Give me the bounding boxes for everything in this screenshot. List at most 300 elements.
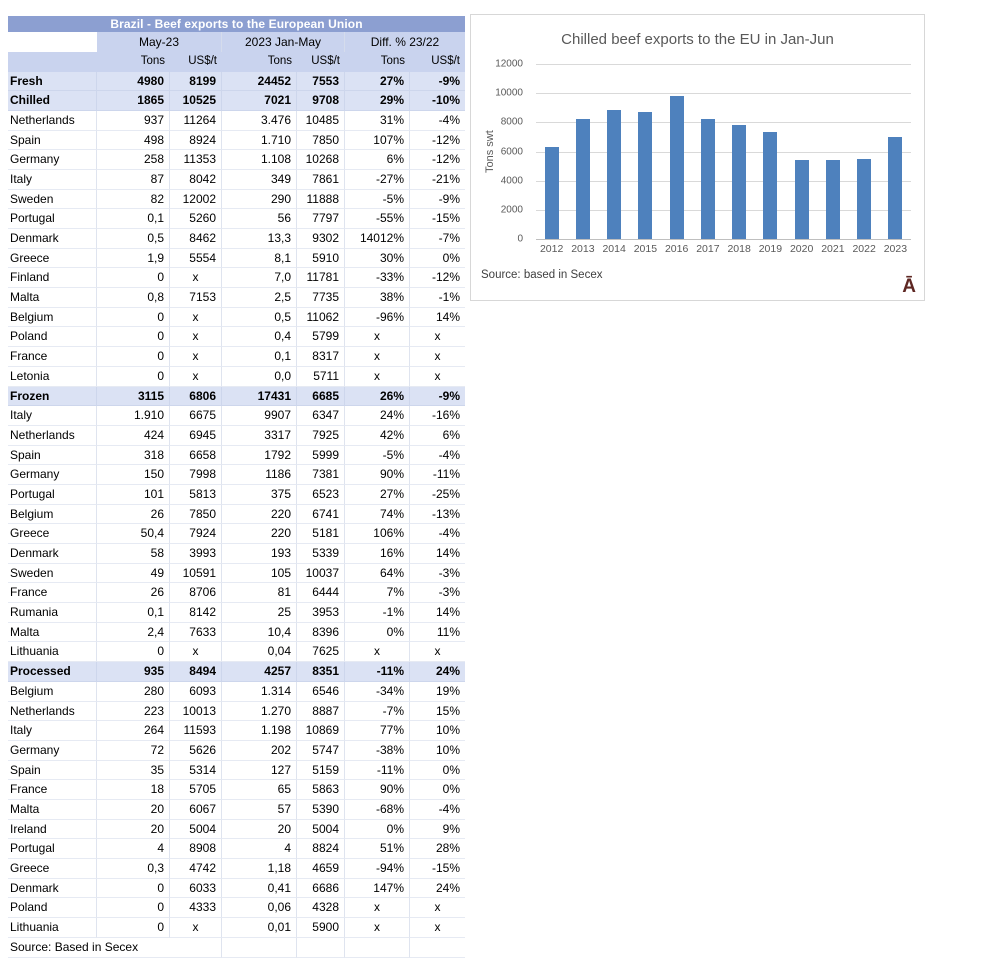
- row-label[interactable]: Netherlands: [8, 702, 97, 722]
- cell-value[interactable]: 220: [222, 505, 297, 525]
- cell-value[interactable]: -21%: [410, 170, 465, 190]
- cell-value[interactable]: -7%: [410, 229, 465, 249]
- cell-value[interactable]: x: [170, 367, 222, 387]
- subheader-tons-1[interactable]: Tons: [140, 55, 165, 67]
- cell-value[interactable]: 0,8: [97, 288, 170, 308]
- cell-value[interactable]: 19%: [410, 682, 465, 702]
- row-label[interactable]: Portugal: [8, 209, 97, 229]
- cell-value[interactable]: 6658: [170, 446, 222, 466]
- cell-value[interactable]: 26%: [345, 387, 410, 407]
- row-label[interactable]: Lithuania: [8, 918, 97, 938]
- row-label[interactable]: France: [8, 780, 97, 800]
- cell-value[interactable]: 1,18: [222, 859, 297, 879]
- cell-value[interactable]: 0%: [345, 820, 410, 840]
- cell-value[interactable]: x: [170, 268, 222, 288]
- cell-value[interactable]: 1.910: [97, 406, 170, 426]
- cell-value[interactable]: 223: [97, 702, 170, 722]
- cell-value[interactable]: 5813: [170, 485, 222, 505]
- cell-value[interactable]: 51%: [345, 839, 410, 859]
- row-label[interactable]: Spain: [8, 761, 97, 781]
- col-group-2023-jan-may[interactable]: 2023 Jan-May: [222, 32, 345, 52]
- cell-value[interactable]: -4%: [410, 446, 465, 466]
- cell-value[interactable]: 8,1: [222, 249, 297, 269]
- cell-value[interactable]: 7924: [170, 524, 222, 544]
- row-label[interactable]: Processed: [8, 662, 97, 682]
- cell-value[interactable]: 6%: [410, 426, 465, 446]
- cell-value[interactable]: 5999: [297, 446, 345, 466]
- cell-value[interactable]: 7735: [297, 288, 345, 308]
- cell-value[interactable]: 937: [97, 111, 170, 131]
- row-label[interactable]: Denmark: [8, 229, 97, 249]
- cell-value[interactable]: 5314: [170, 761, 222, 781]
- row-label[interactable]: Greece: [8, 524, 97, 544]
- cell-value[interactable]: x: [345, 367, 410, 387]
- cell-value[interactable]: 90%: [345, 780, 410, 800]
- cell-value[interactable]: 65: [222, 780, 297, 800]
- row-label[interactable]: Letonia: [8, 367, 97, 387]
- cell-value[interactable]: 0: [97, 327, 170, 347]
- cell-value[interactable]: 5339: [297, 544, 345, 564]
- cell-value[interactable]: 10037: [297, 564, 345, 584]
- cell-value[interactable]: 280: [97, 682, 170, 702]
- cell-value[interactable]: 3.476: [222, 111, 297, 131]
- cell-value[interactable]: 6675: [170, 406, 222, 426]
- cell-value[interactable]: 7797: [297, 209, 345, 229]
- cell-value[interactable]: 0,3: [97, 859, 170, 879]
- row-label[interactable]: Belgium: [8, 308, 97, 328]
- cell-value[interactable]: 7861: [297, 170, 345, 190]
- subheader-usdt-2[interactable]: US$/t: [311, 55, 340, 67]
- cell-value[interactable]: 8142: [170, 603, 222, 623]
- cell-value[interactable]: 1.270: [222, 702, 297, 722]
- cell-value[interactable]: 11264: [170, 111, 222, 131]
- cell-value[interactable]: x: [170, 347, 222, 367]
- cell-value[interactable]: 424: [97, 426, 170, 446]
- cell-value[interactable]: -1%: [410, 288, 465, 308]
- cell-value[interactable]: -12%: [410, 268, 465, 288]
- cell-value[interactable]: -16%: [410, 406, 465, 426]
- cell-value[interactable]: x: [345, 347, 410, 367]
- row-label[interactable]: Malta: [8, 623, 97, 643]
- cell-value[interactable]: 7021: [222, 91, 297, 111]
- row-label[interactable]: Portugal: [8, 485, 97, 505]
- cell-value[interactable]: x: [170, 918, 222, 938]
- cell-value[interactable]: 4: [97, 839, 170, 859]
- cell-value[interactable]: -12%: [410, 150, 465, 170]
- cell-value[interactable]: -7%: [345, 702, 410, 722]
- cell-value[interactable]: 7625: [297, 642, 345, 662]
- cell-value[interactable]: 16%: [345, 544, 410, 564]
- row-label[interactable]: Rumania: [8, 603, 97, 623]
- cell-value[interactable]: 10591: [170, 564, 222, 584]
- cell-value[interactable]: -38%: [345, 741, 410, 761]
- row-label[interactable]: Netherlands: [8, 426, 97, 446]
- cell-value[interactable]: 6945: [170, 426, 222, 446]
- cell-value[interactable]: 147%: [345, 879, 410, 899]
- cell-value[interactable]: 8317: [297, 347, 345, 367]
- cell-value[interactable]: -15%: [410, 859, 465, 879]
- cell-value[interactable]: 20: [97, 800, 170, 820]
- cell-value[interactable]: x: [410, 327, 465, 347]
- cell-value[interactable]: 3115: [97, 387, 170, 407]
- row-label[interactable]: Denmark: [8, 544, 97, 564]
- cell-value[interactable]: 5705: [170, 780, 222, 800]
- row-label[interactable]: Greece: [8, 859, 97, 879]
- cell-value[interactable]: 74%: [345, 505, 410, 525]
- cell-value[interactable]: 24452: [222, 72, 297, 92]
- cell-value[interactable]: 57: [222, 800, 297, 820]
- cell-value[interactable]: 24%: [345, 406, 410, 426]
- cell-value[interactable]: 1,9: [97, 249, 170, 269]
- cell-value[interactable]: 1.198: [222, 721, 297, 741]
- cell-value[interactable]: 20: [222, 820, 297, 840]
- cell-value[interactable]: 7,0: [222, 268, 297, 288]
- cell-value[interactable]: 20: [97, 820, 170, 840]
- cell-value[interactable]: 0%: [410, 761, 465, 781]
- cell-value[interactable]: 1.108: [222, 150, 297, 170]
- cell-value[interactable]: 11062: [297, 308, 345, 328]
- cell-value[interactable]: 6741: [297, 505, 345, 525]
- cell-value[interactable]: 10268: [297, 150, 345, 170]
- cell-value[interactable]: 7%: [345, 583, 410, 603]
- cell-value[interactable]: 58: [97, 544, 170, 564]
- cell-value[interactable]: 6067: [170, 800, 222, 820]
- cell-value[interactable]: 14%: [410, 544, 465, 564]
- cell-value[interactable]: 15%: [410, 702, 465, 722]
- cell-value[interactable]: -5%: [345, 190, 410, 210]
- cell-value[interactable]: 8924: [170, 131, 222, 151]
- cell-value[interactable]: 1792: [222, 446, 297, 466]
- cell-value[interactable]: 0,01: [222, 918, 297, 938]
- cell-value[interactable]: 3993: [170, 544, 222, 564]
- cell-value[interactable]: 5159: [297, 761, 345, 781]
- row-label[interactable]: Germany: [8, 741, 97, 761]
- cell-value[interactable]: 11353: [170, 150, 222, 170]
- row-label[interactable]: Germany: [8, 150, 97, 170]
- cell-value[interactable]: -5%: [345, 446, 410, 466]
- cell-value[interactable]: 14%: [410, 308, 465, 328]
- cell-value[interactable]: 498: [97, 131, 170, 151]
- cell-value[interactable]: 105: [222, 564, 297, 584]
- cell-value[interactable]: 0,1: [97, 209, 170, 229]
- cell-value[interactable]: 4980: [97, 72, 170, 92]
- cell-value[interactable]: 17431: [222, 387, 297, 407]
- cell-value[interactable]: -4%: [410, 800, 465, 820]
- col-group-diff-23-22[interactable]: Diff. % 23/22: [345, 32, 465, 52]
- cell-value[interactable]: 0: [97, 918, 170, 938]
- cell-value[interactable]: 8706: [170, 583, 222, 603]
- cell-value[interactable]: 6685: [297, 387, 345, 407]
- cell-value[interactable]: 0,4: [222, 327, 297, 347]
- cell-value[interactable]: 56: [222, 209, 297, 229]
- row-label[interactable]: Finland: [8, 268, 97, 288]
- cell-value[interactable]: 11%: [410, 623, 465, 643]
- empty-cell[interactable]: [345, 938, 410, 959]
- cell-value[interactable]: 5260: [170, 209, 222, 229]
- cell-value[interactable]: 0: [97, 367, 170, 387]
- cell-value[interactable]: x: [345, 918, 410, 938]
- cell-value[interactable]: 0: [97, 347, 170, 367]
- cell-value[interactable]: 10869: [297, 721, 345, 741]
- row-label[interactable]: Italy: [8, 721, 97, 741]
- cell-value[interactable]: 10,4: [222, 623, 297, 643]
- cell-value[interactable]: 28%: [410, 839, 465, 859]
- cell-value[interactable]: 5799: [297, 327, 345, 347]
- row-label[interactable]: Poland: [8, 898, 97, 918]
- cell-value[interactable]: 2,4: [97, 623, 170, 643]
- cell-value[interactable]: 375: [222, 485, 297, 505]
- cell-value[interactable]: 5626: [170, 741, 222, 761]
- row-label[interactable]: Belgium: [8, 682, 97, 702]
- cell-value[interactable]: 4742: [170, 859, 222, 879]
- cell-value[interactable]: -96%: [345, 308, 410, 328]
- cell-value[interactable]: 10%: [410, 721, 465, 741]
- cell-value[interactable]: 5863: [297, 780, 345, 800]
- cell-value[interactable]: 0,1: [97, 603, 170, 623]
- cell-value[interactable]: -13%: [410, 505, 465, 525]
- cell-value[interactable]: -12%: [410, 131, 465, 151]
- cell-value[interactable]: x: [170, 327, 222, 347]
- cell-value[interactable]: 318: [97, 446, 170, 466]
- row-label[interactable]: Spain: [8, 131, 97, 151]
- cell-value[interactable]: 5181: [297, 524, 345, 544]
- cell-value[interactable]: 349: [222, 170, 297, 190]
- row-label[interactable]: Lithuania: [8, 642, 97, 662]
- cell-value[interactable]: 6523: [297, 485, 345, 505]
- cell-value[interactable]: -11%: [345, 662, 410, 682]
- cell-value[interactable]: 38%: [345, 288, 410, 308]
- cell-value[interactable]: 7850: [297, 131, 345, 151]
- cell-value[interactable]: 10%: [410, 741, 465, 761]
- cell-value[interactable]: -15%: [410, 209, 465, 229]
- cell-value[interactable]: 50,4: [97, 524, 170, 544]
- cell-value[interactable]: 202: [222, 741, 297, 761]
- cell-value[interactable]: 8351: [297, 662, 345, 682]
- cell-value[interactable]: 8887: [297, 702, 345, 722]
- cell-value[interactable]: 27%: [345, 72, 410, 92]
- cell-value[interactable]: 8824: [297, 839, 345, 859]
- row-label[interactable]: Netherlands: [8, 111, 97, 131]
- cell-value[interactable]: 5390: [297, 800, 345, 820]
- cell-value[interactable]: 6546: [297, 682, 345, 702]
- cell-value[interactable]: -27%: [345, 170, 410, 190]
- cell-value[interactable]: 5910: [297, 249, 345, 269]
- cell-value[interactable]: 30%: [345, 249, 410, 269]
- row-label[interactable]: Denmark: [8, 879, 97, 899]
- subheader-tons-3[interactable]: Tons: [380, 55, 405, 67]
- cell-value[interactable]: -9%: [410, 190, 465, 210]
- cell-value[interactable]: 0,41: [222, 879, 297, 899]
- cell-value[interactable]: -11%: [410, 465, 465, 485]
- cell-value[interactable]: 9907: [222, 406, 297, 426]
- cell-value[interactable]: 90%: [345, 465, 410, 485]
- chilled-exports-chart[interactable]: [470, 14, 925, 301]
- cell-value[interactable]: 8494: [170, 662, 222, 682]
- row-label[interactable]: Portugal: [8, 839, 97, 859]
- cell-value[interactable]: 7553: [297, 72, 345, 92]
- cell-value[interactable]: 5004: [297, 820, 345, 840]
- cell-value[interactable]: 0,5: [222, 308, 297, 328]
- cell-value[interactable]: 24%: [410, 662, 465, 682]
- cell-value[interactable]: 1186: [222, 465, 297, 485]
- cell-value[interactable]: 4333: [170, 898, 222, 918]
- row-label[interactable]: Malta: [8, 800, 97, 820]
- cell-value[interactable]: -10%: [410, 91, 465, 111]
- cell-value[interactable]: 6033: [170, 879, 222, 899]
- cell-value[interactable]: 8908: [170, 839, 222, 859]
- empty-cell[interactable]: [222, 938, 297, 959]
- cell-value[interactable]: 13,3: [222, 229, 297, 249]
- row-label[interactable]: Poland: [8, 327, 97, 347]
- cell-value[interactable]: 8199: [170, 72, 222, 92]
- cell-value[interactable]: 27%: [345, 485, 410, 505]
- cell-value[interactable]: -1%: [345, 603, 410, 623]
- cell-value[interactable]: 7153: [170, 288, 222, 308]
- cell-value[interactable]: 101: [97, 485, 170, 505]
- cell-value[interactable]: 5747: [297, 741, 345, 761]
- cell-value[interactable]: 11888: [297, 190, 345, 210]
- cell-value[interactable]: x: [170, 308, 222, 328]
- cell-value[interactable]: 2,5: [222, 288, 297, 308]
- cell-value[interactable]: 87: [97, 170, 170, 190]
- row-label[interactable]: Belgium: [8, 505, 97, 525]
- cell-value[interactable]: 106%: [345, 524, 410, 544]
- cell-value[interactable]: 8462: [170, 229, 222, 249]
- cell-value[interactable]: -3%: [410, 564, 465, 584]
- subheader-tons-2[interactable]: Tons: [267, 55, 292, 67]
- row-label[interactable]: Germany: [8, 465, 97, 485]
- cell-value[interactable]: x: [345, 898, 410, 918]
- cell-value[interactable]: 220: [222, 524, 297, 544]
- cell-value[interactable]: 6%: [345, 150, 410, 170]
- subheader-usdt-3[interactable]: US$/t: [431, 55, 460, 67]
- cell-value[interactable]: x: [345, 642, 410, 662]
- cell-value[interactable]: 11593: [170, 721, 222, 741]
- cell-value[interactable]: 7925: [297, 426, 345, 446]
- cell-value[interactable]: 3953: [297, 603, 345, 623]
- empty-cell[interactable]: [410, 938, 465, 959]
- cell-value[interactable]: 0%: [345, 623, 410, 643]
- cell-value[interactable]: x: [345, 327, 410, 347]
- row-label[interactable]: Spain: [8, 446, 97, 466]
- cell-value[interactable]: 5900: [297, 918, 345, 938]
- cell-value[interactable]: 107%: [345, 131, 410, 151]
- cell-value[interactable]: -3%: [410, 583, 465, 603]
- cell-value[interactable]: x: [410, 918, 465, 938]
- cell-value[interactable]: 9708: [297, 91, 345, 111]
- cell-value[interactable]: 24%: [410, 879, 465, 899]
- row-label[interactable]: Ireland: [8, 820, 97, 840]
- cell-value[interactable]: -33%: [345, 268, 410, 288]
- cell-value[interactable]: 0: [97, 642, 170, 662]
- cell-value[interactable]: 10485: [297, 111, 345, 131]
- cell-value[interactable]: -11%: [345, 761, 410, 781]
- cell-value[interactable]: 0: [97, 898, 170, 918]
- row-label[interactable]: Greece: [8, 249, 97, 269]
- cell-value[interactable]: 7850: [170, 505, 222, 525]
- cell-value[interactable]: 3317: [222, 426, 297, 446]
- cell-value[interactable]: 5004: [170, 820, 222, 840]
- cell-value[interactable]: 0: [97, 268, 170, 288]
- cell-value[interactable]: 150: [97, 465, 170, 485]
- row-label[interactable]: Malta: [8, 288, 97, 308]
- cell-value[interactable]: 9%: [410, 820, 465, 840]
- cell-value[interactable]: 26: [97, 583, 170, 603]
- empty-cell[interactable]: [297, 938, 345, 959]
- cell-value[interactable]: 1.710: [222, 131, 297, 151]
- cell-value[interactable]: x: [410, 898, 465, 918]
- cell-value[interactable]: 258: [97, 150, 170, 170]
- cell-value[interactable]: -25%: [410, 485, 465, 505]
- cell-value[interactable]: 6686: [297, 879, 345, 899]
- cell-value[interactable]: 49: [97, 564, 170, 584]
- cell-value[interactable]: 11781: [297, 268, 345, 288]
- cell-value[interactable]: 264: [97, 721, 170, 741]
- cell-value[interactable]: 0,1: [222, 347, 297, 367]
- cell-value[interactable]: x: [410, 347, 465, 367]
- cell-value[interactable]: -55%: [345, 209, 410, 229]
- cell-value[interactable]: 5554: [170, 249, 222, 269]
- cell-value[interactable]: 72: [97, 741, 170, 761]
- cell-value[interactable]: x: [170, 642, 222, 662]
- cell-value[interactable]: 10525: [170, 91, 222, 111]
- cell-value[interactable]: 14012%: [345, 229, 410, 249]
- cell-value[interactable]: 0,0: [222, 367, 297, 387]
- cell-value[interactable]: 18: [97, 780, 170, 800]
- cell-value[interactable]: -4%: [410, 111, 465, 131]
- cell-value[interactable]: 7381: [297, 465, 345, 485]
- cell-value[interactable]: x: [410, 642, 465, 662]
- cell-value[interactable]: 82: [97, 190, 170, 210]
- cell-value[interactable]: 6347: [297, 406, 345, 426]
- cell-value[interactable]: 0%: [410, 249, 465, 269]
- cell-value[interactable]: 4328: [297, 898, 345, 918]
- cell-value[interactable]: 31%: [345, 111, 410, 131]
- row-label[interactable]: Sweden: [8, 190, 97, 210]
- cell-value[interactable]: 9302: [297, 229, 345, 249]
- cell-value[interactable]: -94%: [345, 859, 410, 879]
- cell-value[interactable]: 0: [97, 308, 170, 328]
- cell-value[interactable]: 935: [97, 662, 170, 682]
- row-label[interactable]: Sweden: [8, 564, 97, 584]
- cell-value[interactable]: 4257: [222, 662, 297, 682]
- row-label[interactable]: France: [8, 347, 97, 367]
- row-label[interactable]: Italy: [8, 406, 97, 426]
- row-label[interactable]: Chilled: [8, 91, 97, 111]
- cell-value[interactable]: 14%: [410, 603, 465, 623]
- cell-value[interactable]: 5711: [297, 367, 345, 387]
- cell-value[interactable]: 7998: [170, 465, 222, 485]
- cell-value[interactable]: -4%: [410, 524, 465, 544]
- cell-value[interactable]: x: [410, 367, 465, 387]
- cell-value[interactable]: 0,5: [97, 229, 170, 249]
- cell-value[interactable]: 42%: [345, 426, 410, 446]
- cell-value[interactable]: 1.314: [222, 682, 297, 702]
- col-group-may-23[interactable]: May-23: [97, 32, 222, 52]
- cell-value[interactable]: 25: [222, 603, 297, 623]
- cell-value[interactable]: 64%: [345, 564, 410, 584]
- cell-value[interactable]: 6093: [170, 682, 222, 702]
- cell-value[interactable]: 81: [222, 583, 297, 603]
- cell-value[interactable]: 8396: [297, 623, 345, 643]
- cell-value[interactable]: 6444: [297, 583, 345, 603]
- subheader-usdt-1[interactable]: US$/t: [188, 55, 217, 67]
- cell-value[interactable]: 8042: [170, 170, 222, 190]
- cell-value[interactable]: 0,04: [222, 642, 297, 662]
- cell-value[interactable]: 77%: [345, 721, 410, 741]
- cell-value[interactable]: 193: [222, 544, 297, 564]
- cell-value[interactable]: 35: [97, 761, 170, 781]
